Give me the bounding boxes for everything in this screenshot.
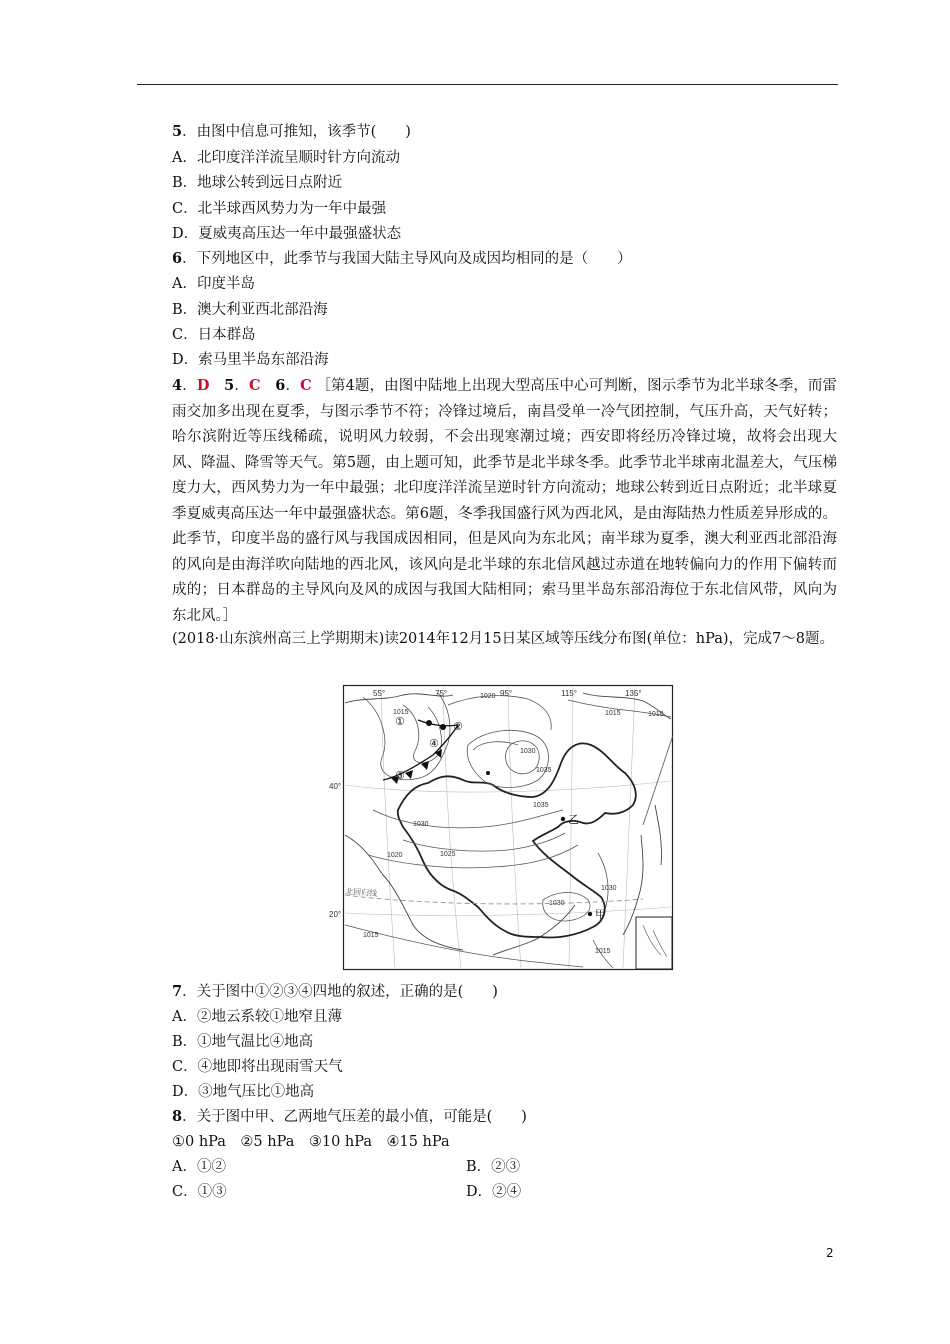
q8-option-d: D．②④ <box>466 1184 522 1200</box>
lat-label-20: 20° <box>329 910 342 919</box>
q5-stem: 5．由图中信息可推知，该季节( ) <box>172 123 411 140</box>
inset-map <box>636 917 672 969</box>
q7-option-c: C．④地即将出现雨雪天气 <box>172 1059 343 1075</box>
isobar-label: 1030 <box>520 748 536 755</box>
point-yi-dot <box>561 817 565 821</box>
point-yi: 乙 <box>568 813 579 826</box>
q8-option-b: B．②③ <box>466 1159 521 1175</box>
q5-option-c: C．北半球西风势力为一年中最强 <box>172 201 387 217</box>
lon-label-55: 55° <box>373 689 386 698</box>
isobar-label: 1030 <box>413 821 429 828</box>
isobar-label: 1015 <box>605 710 621 717</box>
answer-5: C <box>248 377 261 394</box>
isobar-label: 1010 <box>648 711 664 718</box>
map-frame <box>344 686 673 970</box>
point-2: ② <box>453 720 463 733</box>
q7-stem: 7．关于图中①②③④四地的叙述，正确的是( ) <box>172 983 498 1000</box>
answer-4: D <box>196 377 210 394</box>
q5-option-a: A．北印度洋洋流呈顺时针方向流动 <box>172 150 400 166</box>
isobar-label: 1020 <box>480 693 496 700</box>
answer-explanation: 4．D 5．C 6．C ［第4题，由图中陆地上出现大型高压中心可判断，图示季节为北半球冬季，而雷雨交加多出现在夏季，与图示季节不符；冷锋过境后，南昌受单一冷气团控制，气压升高，天气好转；哈尔滨附近等压线稀疏，说明风力较弱，不会出现寒潮过境；西安即将经历冷锋过境，故将会出现大风、降温、降雪等天气。第5题，由上题可知，此季节是北半球冬季。此季节北半球南北温差大，气压梯度力大，西风势力为一年中最强；北印度洋洋流呈逆时针方向流动；地球公转到近日点附近；北半球夏季夏威夷高压达一年中最强盛状态。第6题，冬季我国盛行风为西北风，是由海陆热力性质差异形成的。此季节，印度半岛的盛行风与我国成因相同，但是风向为东北风；南半球为夏季，澳大利亚西北部沿海的风向是由海洋吹向陆地的西北风，该风向是北半球的东北信风越过赤道在地转偏向力的作用下偏转而成的；日本群岛的主导风向及风的成因与我国大陆相同；索马里半岛东部沿海位于东北信风带，风向为东北风。］ <box>172 377 838 624</box>
isobar-label: 1035 <box>536 767 552 774</box>
point-1: ① <box>395 715 405 728</box>
point-jia: 甲 <box>595 908 606 921</box>
isobar-label: 1020 <box>387 852 403 859</box>
q6-stem: 6．下列地区中，此季节与我国大陆主导风向及成因均相同的是（ ） <box>172 250 632 267</box>
isobar-map <box>329 685 673 970</box>
q5-option-b: B．地球公转到远日点附近 <box>172 175 343 191</box>
q7-option-b: B．①地气温比④地高 <box>172 1034 314 1050</box>
lon-label-115: 115° <box>561 689 577 698</box>
q7-option-a: A．②地云系较①地窄且薄 <box>172 1009 342 1025</box>
isobar-label: 1015 <box>363 932 379 939</box>
lon-label-95: 95° <box>500 689 513 698</box>
q6-option-b: B．澳大利亚西北部沿海 <box>172 302 328 318</box>
lat-label-40: 40° <box>329 782 342 791</box>
q6-option-d: D．索马里半岛东部沿海 <box>172 352 329 368</box>
tropic-label: 北回归线 <box>344 887 378 899</box>
isobar-label: 1015 <box>595 948 611 955</box>
q8-option-a: A．①② <box>172 1159 226 1175</box>
point-3: ③ <box>395 769 405 782</box>
q8-option-c: C．①③ <box>172 1184 227 1200</box>
q6-option-c: C．日本群岛 <box>172 327 256 343</box>
lon-label-135: 135° <box>625 689 642 698</box>
q8-stem: 8．关于图中甲、乙两地气压差的最小值，可能是( ) <box>172 1108 527 1125</box>
point-4: ④ <box>429 737 439 750</box>
answer-6: C <box>300 377 312 394</box>
q5-option-d: D．夏威夷高压达一年中最强盛状态 <box>172 226 402 242</box>
page-number: 2 <box>826 1246 834 1260</box>
q7-option-d: D．③地气压比①地高 <box>172 1084 315 1100</box>
q8-choices: ①0 hPa ②5 hPa ③10 hPa ④15 hPa <box>172 1134 450 1150</box>
point-jia-dot <box>588 912 592 916</box>
isobar-label: 1030 <box>601 885 617 892</box>
isobar-label: 1030 <box>549 900 565 907</box>
lon-label-75: 75° <box>435 689 448 698</box>
isobar-label: 1015 <box>393 709 409 716</box>
q6-option-a: A．印度半岛 <box>172 276 255 292</box>
header-rule <box>137 84 838 85</box>
isobar-label: 1035 <box>533 802 549 809</box>
isobar-label: 1025 <box>440 851 456 858</box>
question-intro: (2018·山东滨州高三上学期期末)读2014年12月15日某区域等压线分布图(单位：hPa)，完成7～8题。 <box>172 631 834 647</box>
high-center-dot <box>486 771 490 775</box>
